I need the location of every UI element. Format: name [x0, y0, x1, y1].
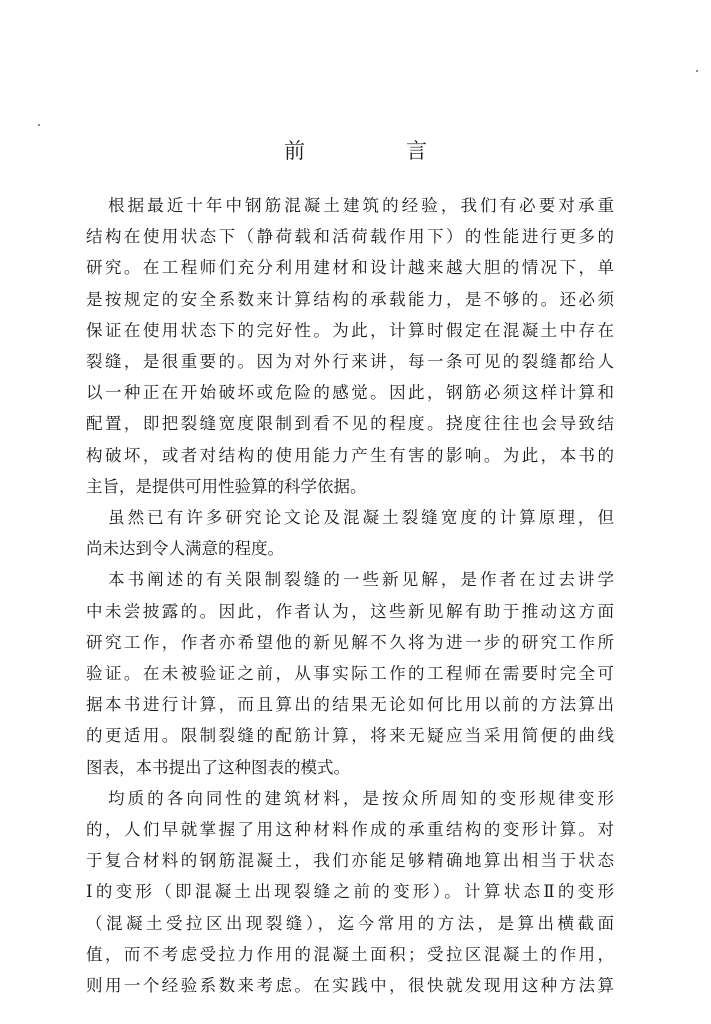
text-line: 验证。在未被验证之前，从事实际工作的工程师在需要时完全可	[86, 664, 614, 684]
scan-speck	[696, 70, 698, 72]
body-text	[86, 190, 614, 1001]
text-line: 裂缝，是很重要的。因为对外行来讲，每一条可见的裂缝都给人	[86, 352, 614, 372]
text-line: 本书阐述的有关限制裂缝的一些新见解，是作者在过去讲学	[108, 570, 614, 590]
text-line: 的，人们早就掌握了用这种材料作成的承重结构的变形计算。对	[86, 820, 614, 840]
text-line: 值，而不考虑受拉力作用的混凝土面积；受拉区混凝土的作用，	[86, 944, 614, 964]
text-line: 于复合材料的钢筋混凝土，我们亦能足够精确地算出相当于状态	[86, 851, 614, 871]
text-line: （混凝土受拉区出现裂缝），迄今常用的方法，是算出横截面	[86, 913, 614, 933]
text-line: 研究工作，作者亦希望他的新见解不久将为进一步的研究工作所	[86, 632, 614, 652]
text-line: 据本书进行计算，而且算出的结果无论如何比用以前的方法算出	[86, 695, 614, 715]
text-line: 结构在使用状态下（静荷载和活荷载作用下）的性能进行更多的	[86, 227, 614, 247]
text-line: 尚未达到令人满意的程度。	[86, 539, 284, 559]
text-line: 中未尝披露的。因此，作者认为，这些新见解有助于推动这方面	[86, 601, 614, 621]
text-line: 保证在使用状态下的完好性。为此，计算时假定在混凝土中存在	[86, 320, 614, 340]
scan-speck	[38, 124, 40, 126]
text-line: Ⅰ的变形（即混凝土出现裂缝之前的变形）。计算状态Ⅱ的变形	[86, 882, 614, 902]
text-line: 主旨，是提供可用性验算的科学依据。	[86, 476, 367, 496]
text-line: 构破坏，或者对结构的使用能力产生有害的影响。为此，本书的	[86, 445, 614, 465]
text-line: 以一种正在开始破坏或危险的感觉。因此，钢筋必须这样计算和	[86, 383, 614, 403]
text-line: 图表，本书提出了这种图表的模式。	[86, 757, 350, 777]
text-line: 配置，即把裂缝宽度限制到看不见的程度。挠度往往也会导致结	[86, 414, 614, 434]
text-line: 虽然已有许多研究论文论及混凝土裂缝宽度的计算原理，但	[108, 508, 614, 528]
page-title: 前 言	[284, 139, 467, 163]
text-line: 均质的各向同性的建筑材料，是按众所周知的变形规律变形	[108, 788, 614, 808]
text-line: 根据最近十年中钢筋混凝土建筑的经验，我们有必要对承重	[108, 196, 614, 215]
text-line: 研究。在工程师们充分利用建材和设计越来越大胆的情况下，单	[86, 258, 614, 278]
text-line: 是按规定的安全系数来计算结构的承载能力，是不够的。还必须	[86, 289, 614, 309]
text-line: 的更适用。限制裂缝的配筋计算，将来无疑应当采用简便的曲线	[86, 726, 614, 746]
text-line: 则用一个经验系数来考虑。在实践中，很快就发现用这种方法算	[86, 976, 614, 996]
